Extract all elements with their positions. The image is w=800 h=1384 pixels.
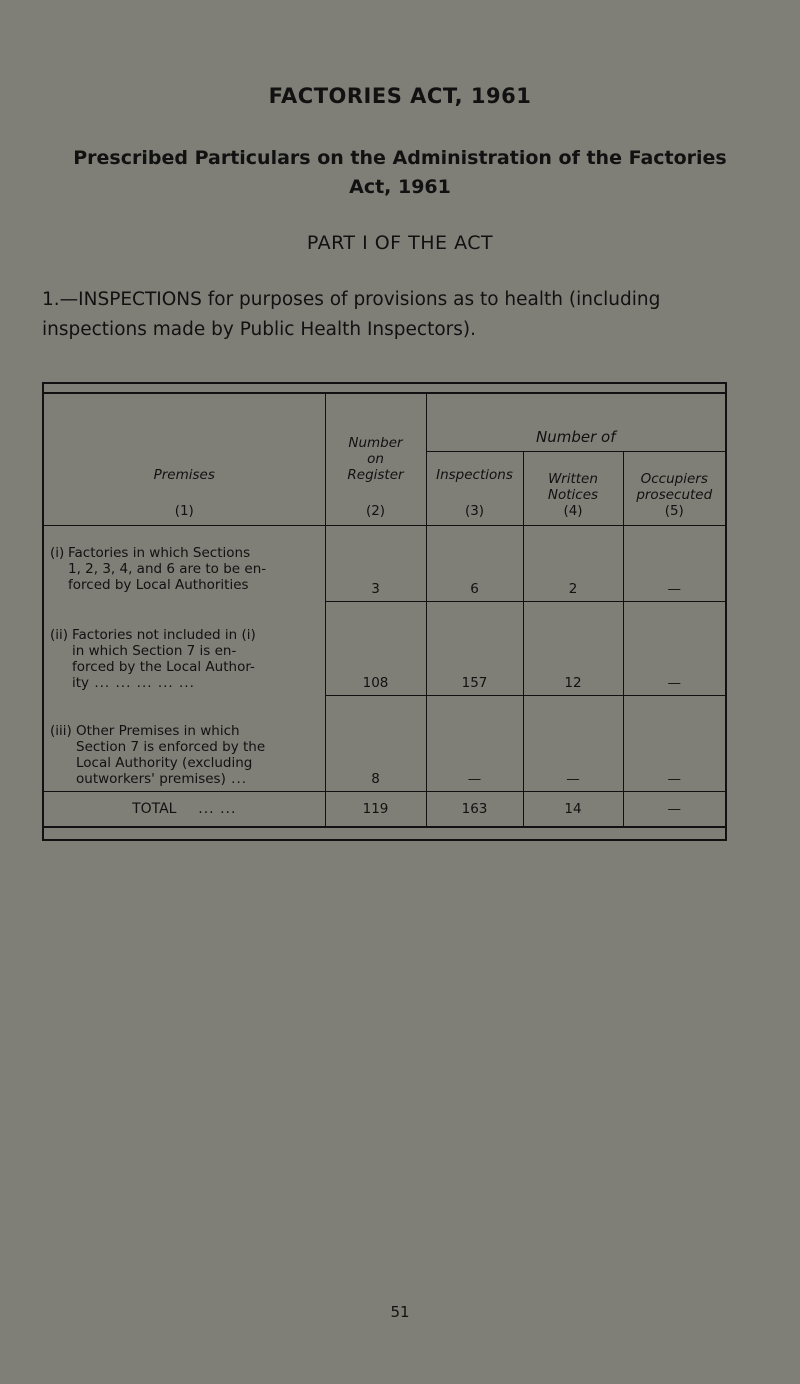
inspections-table-grid xyxy=(44,392,725,828)
register-cell: 8 xyxy=(325,695,426,791)
inspections-table xyxy=(42,382,727,841)
premises-label: (ii) Factories not included in (i) in which Section 7 is en- forced by the Local Author- ity ... ... ... ... ... xyxy=(50,627,256,691)
total-inspections: 163 xyxy=(426,791,523,827)
inspections-header: Inspections (3) xyxy=(426,451,523,525)
table-row xyxy=(44,525,725,601)
premises-header: Premises (1) xyxy=(44,393,325,525)
document-title: FACTORIES ACT, 1961 xyxy=(268,84,532,108)
prosecuted-cell: — xyxy=(623,601,725,695)
total-row xyxy=(44,791,725,827)
total-notices: 14 xyxy=(523,791,623,827)
premises-label: (iii) Other Premises in which Section 7 is enforced by the Local Authority (excluding outworkers' premises) ... xyxy=(50,722,266,787)
prosecuted-cell: — xyxy=(623,695,725,791)
prosecuted-cell: — xyxy=(623,525,725,601)
inspections-cell: — xyxy=(426,695,523,791)
notices-cell: 12 xyxy=(523,601,623,695)
register-header: Number on Register (2) xyxy=(325,393,426,525)
occupiers-header: Occupiers prosecuted (5) xyxy=(623,451,725,525)
inspections-cell: 157 xyxy=(426,601,523,695)
number-of-header: Number of xyxy=(426,393,725,451)
notices-cell: 2 xyxy=(523,525,623,601)
notices-header: Written Notices (4) xyxy=(523,451,623,525)
table-row xyxy=(44,601,725,695)
premises-label: (i) Factories in which Sections 1, 2, 3, 4, and 6 are to be en- forced by Local Authorities xyxy=(50,545,267,593)
notices-cell: — xyxy=(523,695,623,791)
part-heading: PART I OF THE ACT xyxy=(306,232,494,254)
page-number: 51 xyxy=(390,1303,410,1321)
register-cell: 3 xyxy=(325,525,426,601)
section-intro: 1.—INSPECTIONS for purposes of provisions as to health (including inspections made by Public Health Inspectors). xyxy=(42,289,661,340)
document-subtitle: Prescribed Particulars on the Administration of the Factories Act, 1961 xyxy=(73,147,727,198)
total-register: 119 xyxy=(325,791,426,827)
table-bottom-rule xyxy=(44,839,725,841)
table-top-rule xyxy=(44,382,725,384)
table-row xyxy=(44,695,725,791)
register-cell: 108 xyxy=(325,601,426,695)
total-prosecuted: — xyxy=(623,791,725,827)
total-label: TOTAL ... ... xyxy=(44,791,325,827)
inspections-cell: 6 xyxy=(426,525,523,601)
